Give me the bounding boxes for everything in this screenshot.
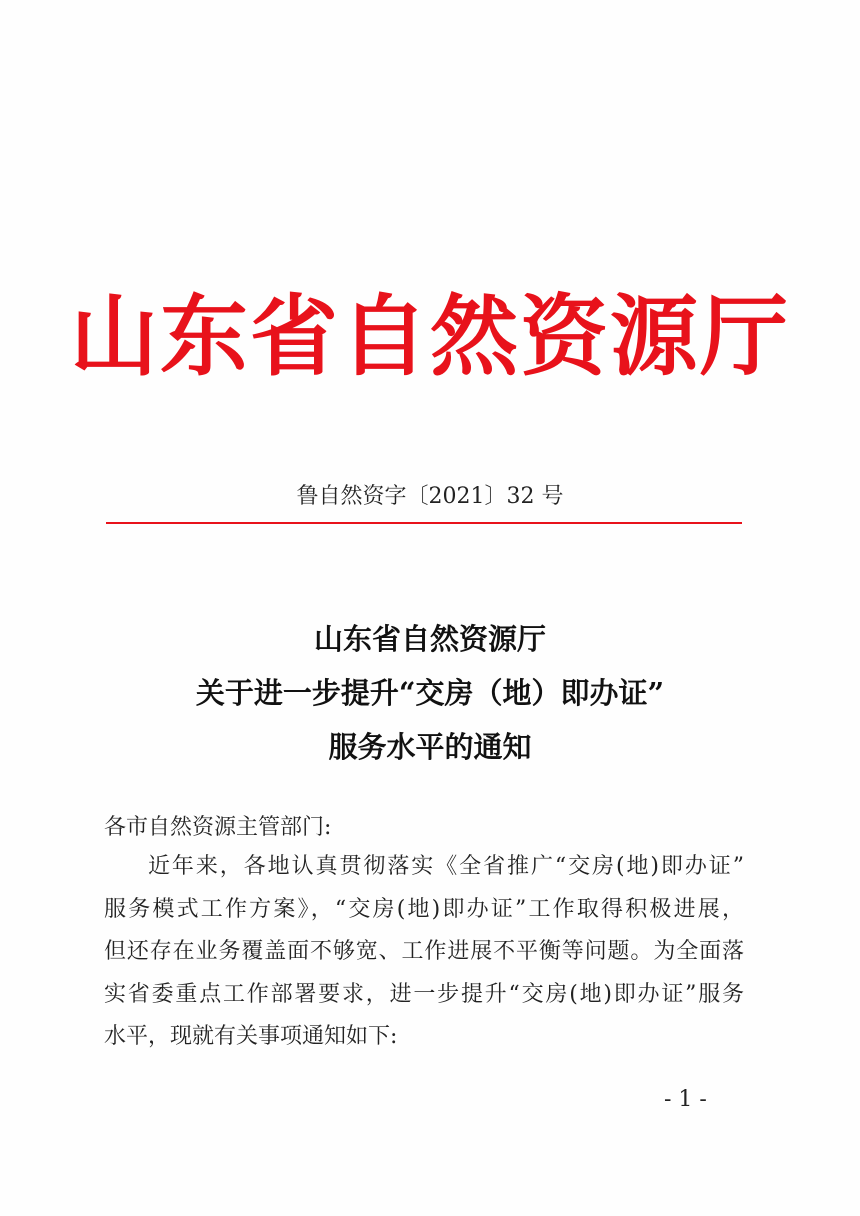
body-line-4: 实省委重点工作部署要求，进一步提升“交房(地)即办证”服务 (104, 981, 744, 1007)
document-title (0, 612, 860, 774)
body-line-5: 水平，现就有关事项通知如下: (104, 1024, 398, 1049)
red-divider-line (106, 522, 742, 524)
document-number: 鲁自然资字〔2021〕32 号 (296, 484, 564, 509)
title-line-1: 山东省自然资源厅 (313, 622, 546, 656)
body-line-1: 近年来，各地认真贯彻落实《全省推广“交房(地)即办证” (148, 854, 744, 879)
page-number: - 1 - (664, 1087, 707, 1112)
body-line-2: 服务模式工作方案》，“交房(地)即办证”工作取得积极进展， (104, 896, 744, 922)
agency-masthead: 山东省自然资源厅 (69, 284, 790, 388)
title-line-2: 关于进一步提升“交房（地）即办证” (195, 676, 665, 710)
salutation: 各市自然资源主管部门: (104, 815, 332, 840)
title-line-3: 服务水平的通知 (328, 730, 532, 764)
body-paragraph (104, 846, 744, 1059)
body-line-3: 但还存在业务覆盖面不够宽、工作进展不平衡等问题。为全面落 (104, 939, 744, 964)
